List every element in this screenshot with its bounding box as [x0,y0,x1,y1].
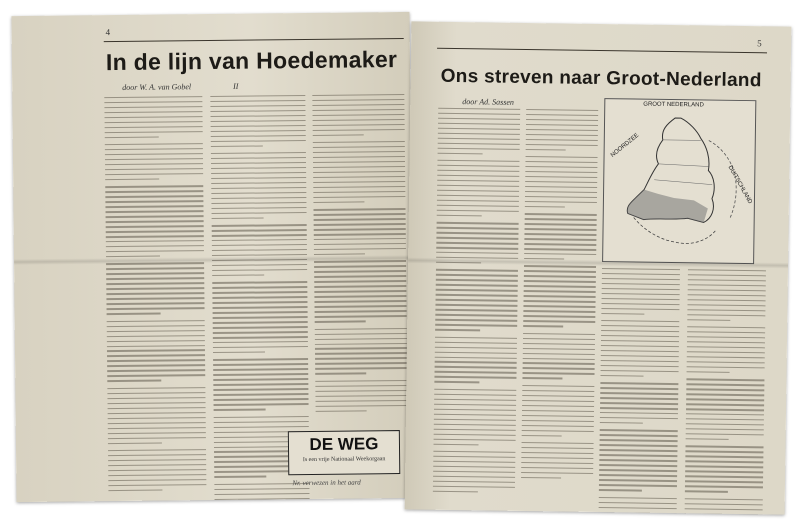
text-column-1 [433,108,520,497]
de-weg-ad-box [288,430,400,475]
page-number: 5 [757,38,762,49]
map-drawing [603,99,755,263]
flanders-region [627,189,708,222]
map-title: GROOT NEDERLAND [643,101,704,109]
byline-author: door W. A. van Gobel [122,82,192,92]
page-number: 4 [105,27,111,38]
eastern-border [708,141,737,219]
province-lines [654,140,713,185]
text-column-3 [598,268,680,515]
label-north-sea: NOORDZEE [610,132,641,159]
left-newspaper-page [11,12,414,502]
article-byline [122,82,238,92]
text-column-2 [521,109,598,483]
footer-note: Nr. verwezen in het aard [292,478,361,488]
groot-nederland-map [602,98,756,264]
ad-subtitle: Is een vrije Nationaal Weekorgaan [302,456,386,464]
text-column-1 [104,96,206,495]
article-part: II [233,81,239,91]
article-headline: In de lijn van Hoedemaker [105,46,398,76]
right-newspaper-page [405,21,792,514]
label-germany: DUITSCHLAND [726,164,753,206]
header-rule [104,38,404,42]
header-rule [437,48,767,54]
article-headline: Ons streven naar Groot-Nederland [440,65,762,92]
ad-title: DE WEG [309,434,379,454]
text-column-4 [684,269,766,514]
article-byline: door Ad. Sassen [462,97,515,107]
